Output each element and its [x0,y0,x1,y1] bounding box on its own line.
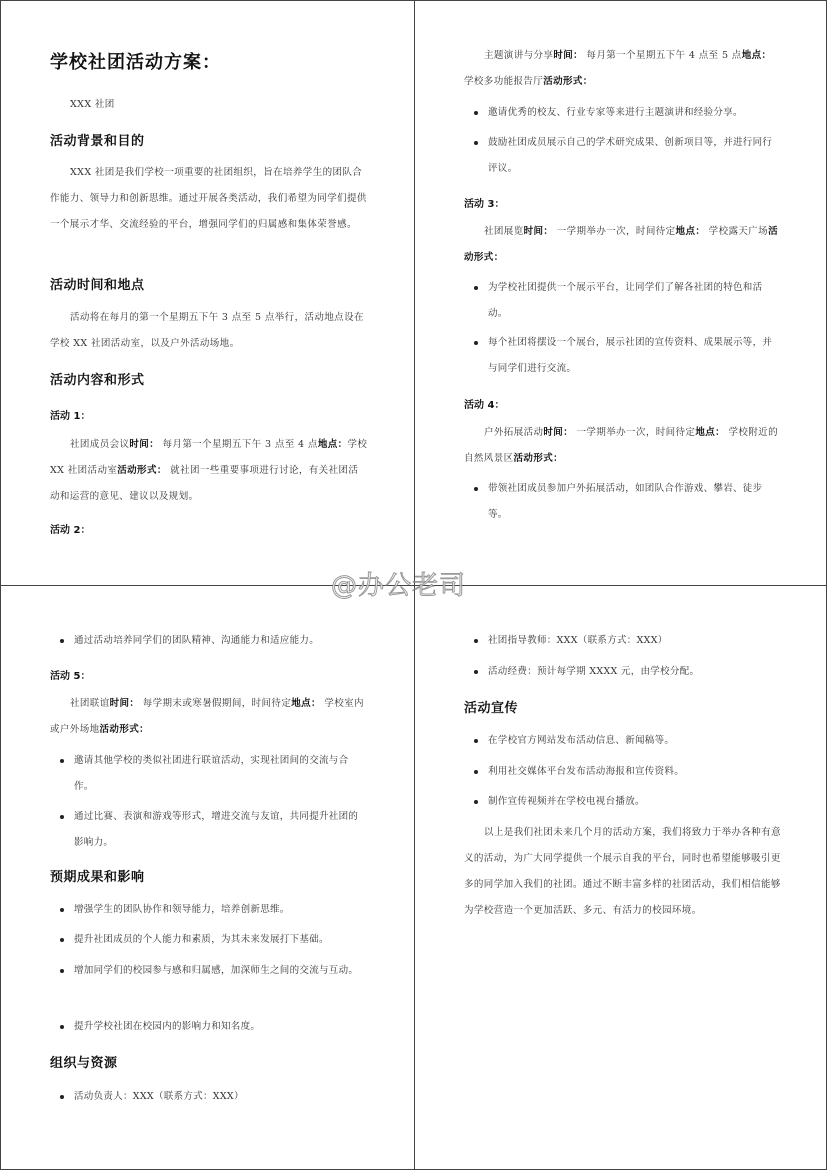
list-item: 增加同学们的校园参与感和归属感，加深师生之间的交流与互动。 [60,958,360,984]
heading-organization: 组织与资源 [50,1056,118,1071]
list-item: 制作宣传视频并在学校电视台播放。 [474,789,774,815]
page-2 [414,0,827,585]
list-item: 带领社团成员参加户外拓展活动，如团队合作游戏、攀岩、徒步等。 [474,476,774,528]
activity-3-paragraph: 社团展览时间： 一学期举办一次，时间待定地点： 学校露天广场活动形式： [464,226,778,263]
list-item: 邀请其他学校的类似社团进行联谊活动，实现社团间的交流与合作。 [60,748,360,800]
list-item: 通过比赛、表演和游戏等形式，增进交流与友谊，共同提升社团的影响力。 [60,804,360,856]
list-item: 每个社团将摆设一个展台，展示社团的宣传资料、成果展示等，并与同学们进行交流。 [474,330,774,382]
activity-2-paragraph: 主题演讲与分享时间： 每月第一个星期五下午 4 点至 5 点地点： 学校多功能报告厅活动形式： [464,50,772,87]
heading-promotion: 活动宣传 [464,701,519,716]
list-item: 在学校官方网站发布活动信息、新闻稿等。 [474,728,774,754]
activity-4-paragraph: 户外拓展活动时间： 一学期举办一次，时间待定地点： 学校附近的自然风景区活动形式： [464,427,778,464]
heading-content: 活动内容和形式 [50,373,145,388]
document-title: 学校社团活动方案： [50,52,221,73]
time-place-paragraph: 活动将在每月的第一个星期五下午 3 点至 5 点举行，活动地点设在学校 XX 社团活动室，以及户外活动场地。 [50,312,364,349]
list-item: 邀请优秀的校友、行业专家等来进行主题演讲和经验分享。 [474,100,774,126]
list-item: 鼓励社团成员展示自己的学术研究成果、创新项目等，并进行同行评议。 [474,130,774,182]
org-name: XXX 社团 [70,99,115,110]
activity-1-paragraph: 社团成员会议时间： 每月第一个星期五下午 3 点至 4 点地点：学校 XX 社团活动室活动形式： 就社团一些重要事项进行讨论，有关社团活动和运营的意见、建议以及规划。 [50,439,368,502]
heading-results: 预期成果和影响 [50,870,145,885]
activity-1-label: 活动 1： [50,411,91,422]
page-4 [414,585,827,1170]
list-item: 利用社交媒体平台发布活动海报和宣传资料。 [474,759,774,785]
closing-paragraph: 以上是我们社团未来几个月的活动方案，我们将致力于举办各种有意义的活动，为广大同学提供一个展示自我的平台，同时也希望能够吸引更多的同学加入我们的社团。通过不断丰富多样的社团活动，我们相信能够为学校营造一个更加活跃、多元、有活力的校园环境。 [464,827,782,916]
page-1 [0,0,414,585]
page-3 [0,585,414,1170]
list-item: 提升学校社团在校园内的影响力和知名度。 [60,1014,360,1040]
list-item: 通过活动培养同学们的团队精神、沟通能力和适应能力。 [60,628,360,654]
activity-2-label: 活动 2： [50,525,91,536]
list-item: 社团指导教师：XXX（联系方式：XXX） [474,628,774,654]
heading-time-place: 活动时间和地点 [50,278,145,293]
list-item: 活动经费：预计每学期 XXXX 元，由学校分配。 [474,659,774,685]
activity-5-paragraph: 社团联谊时间： 每学期末或寒暑假期间，时间待定地点： 学校室内或户外场地活动形式： [50,698,364,735]
list-item: 活动负责人：XXX（联系方式：XXX） [60,1084,360,1110]
background-paragraph: XXX 社团是我们学校一项重要的社团组织，旨在培养学生的团队合作能力、领导力和创新思维。通过开展各类活动，我们希望为同学们提供一个展示才华、交流经验的平台，增强同学们的归属感和集体荣誉感。 [50,167,367,230]
list-item: 为学校社团提供一个展示平台，让同学们了解各社团的特色和活动。 [474,275,774,327]
activity-4-label: 活动 4： [464,400,505,411]
list-item: 增强学生的团队协作和领导能力，培养创新思维。 [60,897,360,923]
heading-background: 活动背景和目的 [50,134,145,149]
activity-3-label: 活动 3： [464,199,505,210]
activity-5-label: 活动 5： [50,671,91,682]
list-item: 提升社团成员的个人能力和素质，为其未来发展打下基础。 [60,927,360,953]
watermark: @办公老司 [331,571,467,601]
